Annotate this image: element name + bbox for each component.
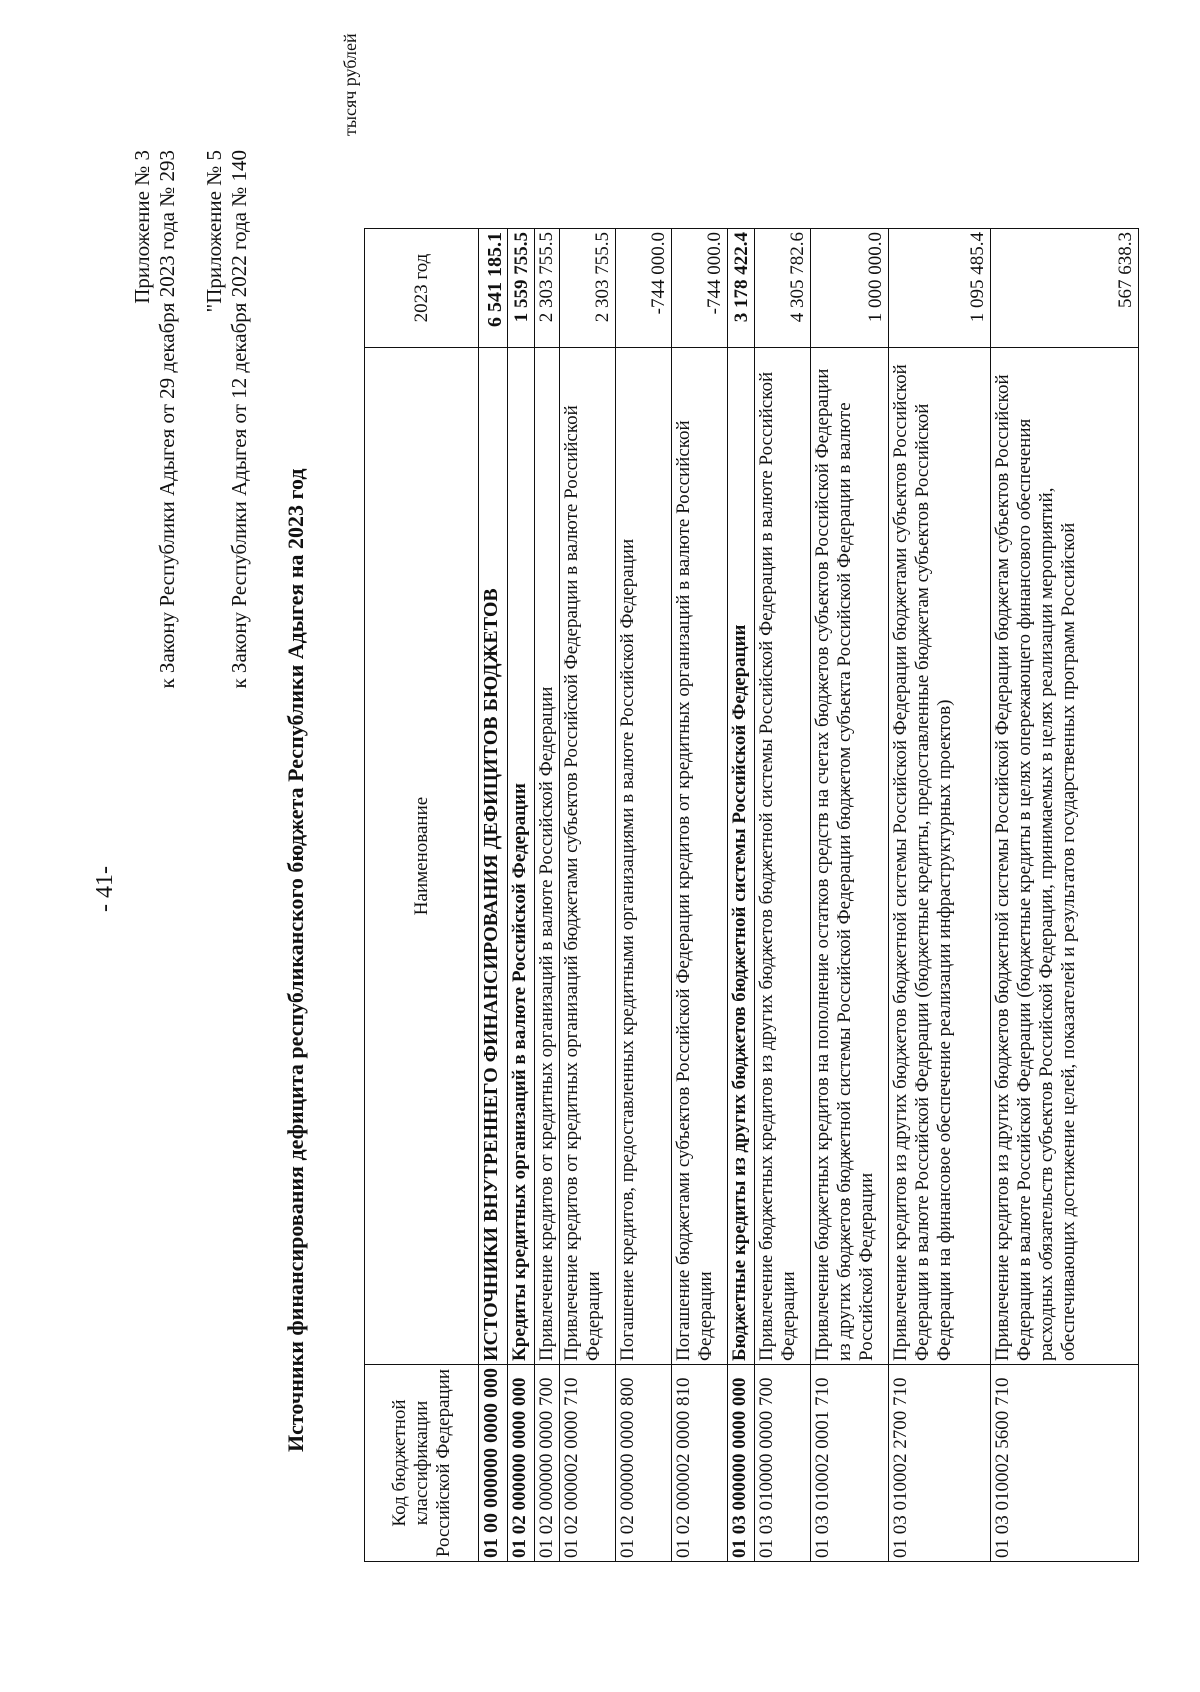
row-name: Привлечение бюджетных кредитов на пополнение остатков средств на счетах бюджетов субъектов Российской Федерации из других бюджетов бюджетной системы Российской Федерации бюджетом субъекта Российской Федерации в валюте Российской Федерации bbox=[811, 348, 889, 1365]
row-code: 01 02 000002 0000 710 bbox=[560, 1365, 616, 1562]
row-code: 01 00 000000 0000 000 bbox=[479, 1365, 508, 1562]
appendix-previous-law: к Закону Республики Адыгея от 12 декабря 2022 года № 140 bbox=[227, 150, 251, 689]
row-name: Кредиты кредитных организаций в валюте Российской Федерации bbox=[508, 348, 535, 1365]
row-code: 01 02 000000 0000 000 bbox=[508, 1365, 535, 1562]
row-value: -744 000.0 bbox=[672, 229, 728, 348]
row-code: 01 03 010002 5600 710 bbox=[991, 1365, 1139, 1562]
row-name: Погашение кредитов, предоставленных кредитными организациями в валюте Российской Федерации bbox=[616, 348, 672, 1365]
row-name: Привлечение кредитов от кредитных организаций бюджетами субъектов Российской Федерации в валюте Российской Федерации bbox=[560, 348, 616, 1365]
row-name: Привлечение кредитов из других бюджетов бюджетной системы Российской Федерации бюджетами субъектов Российской Федерации в валюте Российской Федерации (бюджетные кредиты, предоставленные бюджетам субъектов Российской Федерации на финансовое обеспечение реализации инфраструктурных проектов) bbox=[889, 348, 991, 1365]
table-row bbox=[672, 229, 728, 1562]
page-number: - 41- bbox=[92, 866, 118, 912]
row-value: 567 638.3 bbox=[991, 229, 1139, 348]
table-row bbox=[811, 229, 889, 1562]
table-row bbox=[616, 229, 672, 1562]
row-value: 2 303 755.5 bbox=[560, 229, 616, 348]
row-name: Погашение бюджетами субъектов Российской Федерации кредитов от кредитных организаций в валюте Российской Федерации bbox=[672, 348, 728, 1365]
row-code: 01 02 000002 0000 810 bbox=[672, 1365, 728, 1562]
row-value: 2 303 755.5 bbox=[535, 229, 560, 348]
row-code: 01 02 000000 0000 700 bbox=[535, 1365, 560, 1562]
row-code: 01 03 010002 0001 710 bbox=[811, 1365, 889, 1562]
row-value: 4 305 782.6 bbox=[755, 229, 811, 348]
row-value: 3 178 422.4 bbox=[728, 229, 755, 348]
row-value: 6 541 185.1 bbox=[479, 229, 508, 348]
table-row bbox=[560, 229, 616, 1562]
header-year: 2023 год bbox=[365, 229, 479, 348]
row-value: -744 000.0 bbox=[616, 229, 672, 348]
row-code: 01 03 000000 0000 000 bbox=[728, 1365, 755, 1562]
appendix-current-law: к Закону Республики Адыгея от 29 декабря 2023 года № 293 bbox=[155, 150, 179, 689]
row-name: Привлечение кредитов от кредитных организаций в валюте Российской Федерации bbox=[535, 348, 560, 1365]
row-name: Бюджетные кредиты из других бюджетов бюджетной системы Российской Федерации bbox=[728, 348, 755, 1365]
row-name: ИСТОЧНИКИ ВНУТРЕННЕГО ФИНАНСИРОВАНИЯ ДЕФИЦИТОВ БЮДЖЕТОВ bbox=[479, 348, 508, 1365]
budget-sources-table bbox=[364, 228, 1139, 1562]
appendix-previous bbox=[202, 150, 252, 689]
appendix-current bbox=[130, 150, 180, 689]
row-value: 1 000 000.0 bbox=[811, 229, 889, 348]
row-value: 1 559 755.5 bbox=[508, 229, 535, 348]
row-name: Привлечение кредитов из других бюджетов бюджетной системы Российской Федерации бюджетам субъектов Российской Федерации в валюте Российской Федерации (бюджетные кредиты в целях опережающего финансового обеспечения расходных обязательств субъектов Российской Федерации, принимаемых в целях реализации мероприятий, обеспечивающих достижение целей, показателей и результатов государственных программ Российской bbox=[991, 348, 1139, 1365]
table-row bbox=[889, 229, 991, 1562]
table-row bbox=[535, 229, 560, 1562]
row-code: 01 02 000000 0000 800 bbox=[616, 1365, 672, 1562]
header-code: Код бюджетной классификации Российской Федерации bbox=[365, 1365, 479, 1562]
row-name: Привлечение бюджетных кредитов из других бюджетов бюджетной системы Российской Федерации в валюте Российской Федерации bbox=[755, 348, 811, 1365]
header-name: Наименование bbox=[365, 348, 479, 1365]
units-label: тысяч рублей bbox=[340, 33, 360, 136]
table-row bbox=[991, 229, 1139, 1562]
appendix-previous-number: "Приложение № 5 bbox=[202, 150, 226, 313]
row-code: 01 03 010000 0000 700 bbox=[755, 1365, 811, 1562]
table-row bbox=[508, 229, 535, 1562]
row-value: 1 095 485.4 bbox=[889, 229, 991, 348]
page-title: Источники финансирования дефицита республиканского бюджета Республики Адыгея на 2023 год bbox=[283, 468, 308, 1452]
table-row bbox=[479, 229, 508, 1562]
table-row bbox=[728, 229, 755, 1562]
row-code: 01 03 010002 2700 710 bbox=[889, 1365, 991, 1562]
table-row bbox=[755, 229, 811, 1562]
appendix-current-number: Приложение № 3 bbox=[130, 150, 154, 304]
